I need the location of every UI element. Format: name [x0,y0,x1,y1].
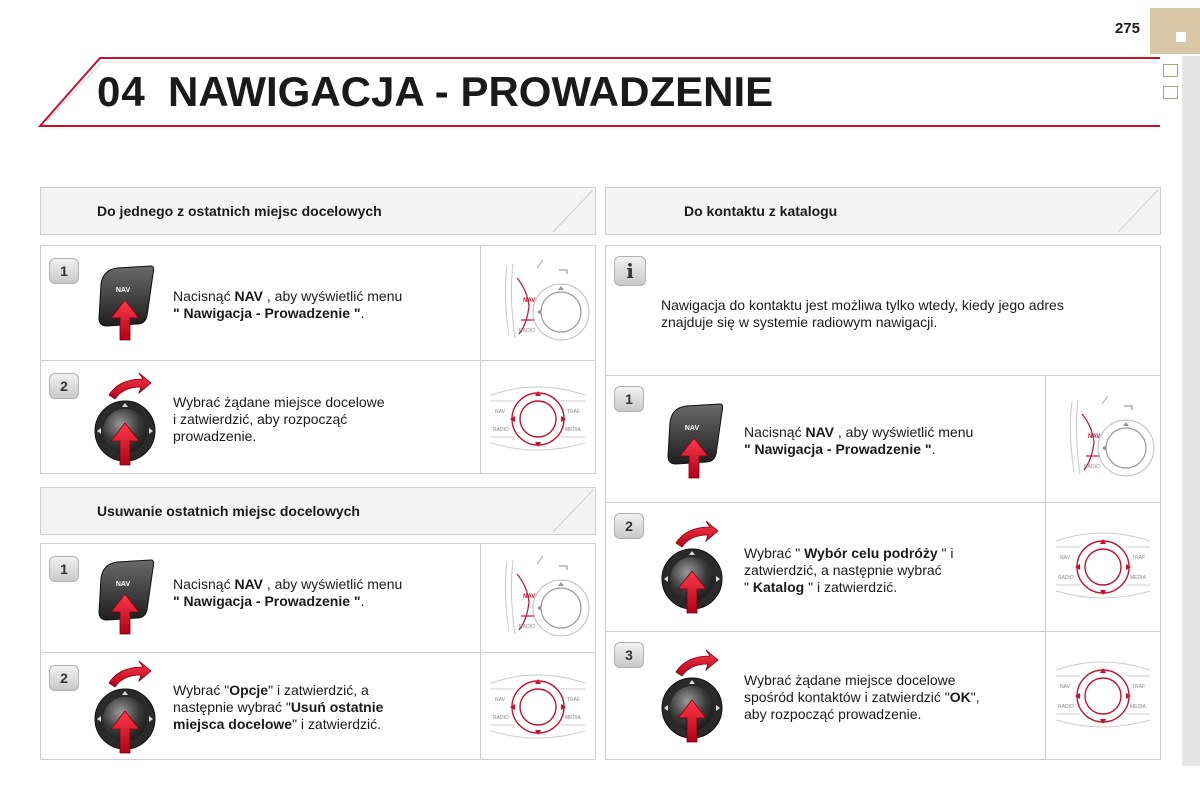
step-row [40,245,596,361]
step-row [40,360,596,474]
svg-text:NAV: NAV [1060,555,1070,561]
radio-panel-thumbnail [480,544,595,652]
step-number-badge: 2 [49,665,79,691]
page-number: 275 [1114,20,1140,37]
svg-text:NAV: NAV [523,594,536,600]
svg-text:MEDIA: MEDIA [565,715,581,721]
step-number-badge: 1 [49,258,79,284]
step-instruction: Nacisnąć NAV , aby wyświetlić menu " Nawigacja - Prowadzenie ". [744,424,974,457]
step-instruction: Nacisnąć NAV , aby wyświetlić menu " Nawigacja - Prowadzenie ". [173,288,403,321]
svg-text:RADIO: RADIO [1058,704,1074,710]
step-number-badge: 1 [614,386,644,412]
rotary-knob-press-icon [93,657,173,759]
nav-button-press-icon [93,558,163,638]
step-number-badge: 3 [614,642,644,668]
svg-text:NAV: NAV [495,409,505,415]
step-instruction: Wybrać żądane miejsce docelowe spośród kontaktów i zatwierdzić "OK", aby rozpocząć prowadzenie. [744,672,980,722]
svg-text:RADIO: RADIO [1058,575,1074,581]
step-instruction: Wybrać żądane miejsce docelowe i zatwierdzić, aby rozpocząć prowadzenie. [173,394,385,444]
section-title: Do jednego z ostatnich miejsc docelowych [97,203,382,219]
step-row [605,375,1161,503]
nav-button-label: NAV [684,425,700,432]
nav-button-label: NAV [115,581,131,588]
svg-text:RADIO: RADIO [519,624,535,630]
svg-text:NAV: NAV [1088,434,1101,440]
svg-text:TRAF: TRAF [567,409,581,415]
chapter-tab [1150,8,1200,54]
side-bar [1182,56,1200,766]
control-dial-thumbnail [1045,503,1160,631]
banner-corner [535,188,595,234]
step-instruction: Wybrać "Opcje" i zatwierdzić, a następnie wybrać "Usuń ostatnie miejsca docelowe" i zatwierdzić. [173,682,384,732]
step-row [40,543,596,653]
step-number-badge: 2 [614,513,644,539]
section-title: Usuwanie ostatnich miejsc docelowych [97,503,360,519]
step-number-badge: 2 [49,373,79,399]
radio-panel-thumbnail [480,246,595,360]
radio-panel-thumbnail [1045,376,1160,502]
section-title-banner [40,487,596,535]
info-icon: i [614,256,646,286]
svg-text:MEDIA: MEDIA [565,427,581,433]
svg-text:NAV: NAV [1060,684,1070,690]
rotary-knob-press-icon [660,646,740,748]
control-dial-thumbnail [1045,632,1160,759]
svg-text:NAV: NAV [523,298,536,304]
info-text: Nawigacja do kontaktu jest możliwa tylko wtedy, kiedy jego adres znajduje się w systemie radiowym nawigacji. [661,297,1064,330]
step-number-badge: 1 [49,556,79,582]
rotary-knob-press-icon [660,517,740,619]
control-dial-thumbnail [480,361,595,473]
nav-button-label: NAV [115,287,131,294]
info-box [605,245,1161,376]
svg-text:NAV: NAV [495,697,505,703]
step-row [605,502,1161,632]
banner-corner [1100,188,1160,234]
svg-text:RADIO: RADIO [1084,464,1100,470]
step-row [605,631,1161,760]
tab-marker [1163,64,1178,77]
svg-text:RADIO: RADIO [519,328,535,334]
svg-text:RADIO: RADIO [493,715,509,721]
section-title: Do kontaktu z katalogu [684,203,838,219]
chapter-number: 04 [97,68,146,115]
control-dial-thumbnail [480,653,595,759]
nav-button-press-icon [662,402,732,482]
section-title-banner [40,187,596,235]
svg-text:TRAF: TRAF [1132,555,1146,561]
rotary-knob-press-icon [93,369,173,471]
tab-marker [1163,86,1178,99]
svg-text:TRAF: TRAF [1132,684,1146,690]
step-row [40,652,596,760]
svg-text:MEDIA: MEDIA [1130,704,1146,710]
svg-text:TRAF: TRAF [567,697,581,703]
nav-button-press-icon [93,264,163,344]
svg-text:RADIO: RADIO [493,427,509,433]
step-instruction: Wybrać " Wybór celu podróży " i zatwierdzić, a następnie wybrać " Katalog " i zatwierdzić. [744,545,954,595]
svg-text:MEDIA: MEDIA [1130,575,1146,581]
section-title-banner [605,187,1161,235]
step-instruction: Nacisnąć NAV , aby wyświetlić menu " Nawigacja - Prowadzenie ". [173,576,403,609]
banner-corner [535,488,595,534]
chapter-title: NAWIGACJA - PROWADZENIE [168,68,774,115]
